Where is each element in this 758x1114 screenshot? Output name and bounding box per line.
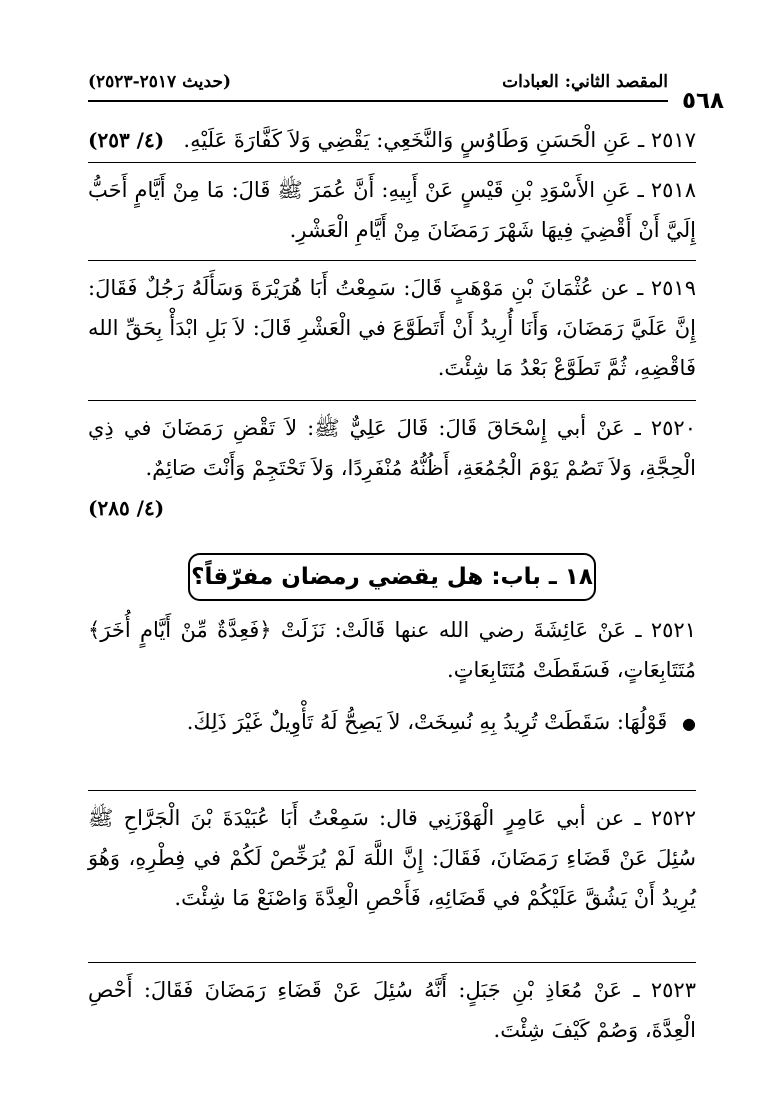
header-section-title: المقصد الثاني: العبادات bbox=[502, 72, 668, 92]
hadith-2523-text: ٢٥٢٣ ـ عَنْ مُعَاذِ بْنِ جَبَلٍ: أَنَّهُ سُئِلَ عَنْ قَضَاءِ رَمَضَانَ فَقَالَ: أَحْصِ الْعِدَّةَ، وَصُمْ كَيْفَ شِئْتَ. bbox=[88, 978, 696, 1042]
hadith-2522-text: ٢٥٢٢ ـ عن أبي عَامِرٍ الْهَوْزَنِي قال: سَمِعْتُ أَبَا عُبَيْدَةَ بْنَ الْجَرَّاحِ ﷺ سُئِلَ عَنْ قَضَاءِ رَمَضَانَ، فَقَالَ: إِنَّ اللَّهَ لَمْ يُرَخِّصْ لَكُمْ في فِطْرِهِ، وَهُوَ يُرِيدُ أَنْ يَشُقَّ عَلَيْكُمْ في قَضَائِهِ، فَأَحْصِ الْعِدَّةَ وَاصْنَعْ مَا شِئْتَ. bbox=[88, 806, 696, 910]
separator-rule bbox=[88, 400, 696, 401]
hadith-2518 bbox=[88, 170, 696, 250]
header-hadith-range: (حديث ٢٥١٧-٢٥٢٣) bbox=[88, 72, 231, 92]
chapter-heading: ١٨ ـ باب: هل يقضي رمضان مفرّقاً؟ bbox=[188, 553, 596, 601]
commentary-note-text: قَوْلُهَا: سَقَطَتْ تُرِيدُ بِهِ نُسِخَتْ، لاَ يَصِحُّ لَهُ تَأْوِيلٌ غَيْرَ ذَلِكَ. bbox=[186, 710, 668, 734]
hadith-2519-text: ٢٥١٩ ـ عن عُثْمَانَ بْنِ مَوْهَبٍ قَالَ: سَمِعْتُ أَبَا هُرَيْرَةَ وَسَأَلَهُ رَجُلٌ فَقَالَ: إِنَّ عَلَيَّ رَمَضَانَ، وَأَنَا أُرِيدُ أَنْ أَتَطَوَّعَ في الْعَشْرِ قَالَ: لاَ بَلِ ابْدَأْ بِحَقِّ الله فَاقْضِهِ، ثُمَّ تَطَوَّعْ بَعْدُ مَا شِئْتَ. bbox=[88, 276, 696, 380]
separator-rule bbox=[88, 962, 696, 963]
hadith-2517-reference: (٤/ ٢٥٣) bbox=[88, 128, 165, 152]
hadith-2523 bbox=[88, 970, 696, 1050]
commentary-note bbox=[88, 702, 696, 744]
hadith-2521 bbox=[88, 610, 696, 690]
separator-rule bbox=[88, 260, 696, 261]
hadith-2521-text: ٢٥٢١ ـ عَنْ عَائِشَةَ رضي الله عنها قَالَتْ: نَزَلَتْ ﴿فَعِدَّةٌ مِّنْ أَيَّامٍ أُخَرَ﴾ مُتَتَابِعَاتٍ، فَسَقَطَتْ مُتَتَابِعَاتٍ. bbox=[88, 618, 696, 682]
separator-rule bbox=[88, 790, 696, 791]
hadith-2519 bbox=[88, 268, 696, 388]
separator-rule bbox=[88, 162, 696, 163]
bullet-icon: ● bbox=[682, 714, 696, 733]
page-number: ٥٦٨ bbox=[681, 88, 725, 114]
hadith-2520-text: ٢٥٢٠ ـ عَنْ أبي إِسْحَاقَ قَالَ: قَالَ عَلِيٌّ ﷺ: لاَ تَقْضِ رَمَضَانَ في ذِي الْحِجَّةِ، وَلاَ تَصُمْ يَوْمَ الْجُمُعَةِ، أَظُنُّهُ مُنْفَرِدًا، وَلاَ تَحْتَجِمْ وَأَنْتَ صَائِمٌ. bbox=[88, 416, 696, 480]
hadith-2517-text: ٢٥١٧ ـ عَنِ الْحَسَنِ وَطَاوُسٍ وَالنَّخَعِي: يَقْضِي وَلاَ كَفَّارَةَ عَلَيْهِ. bbox=[183, 128, 696, 152]
hadith-2522 bbox=[88, 798, 696, 918]
hadith-2520-reference: (٤/ ٢٨٥) bbox=[88, 496, 165, 520]
hadith-2518-text: ٢٥١٨ ـ عَنِ الأَسْوَدِ بْنِ قَيْسٍ عَنْ أَبِيهِ: أَنَّ عُمَرَ ﷺ قَالَ: مَا مِنْ أَيَّامٍ أَحَبُّ إِلَيَّ أَنْ أَقْضِيَ فِيهَا شَهْرَ رَمَضَانَ مِنْ أَيَّامِ الْعَشْرِ. bbox=[88, 178, 696, 242]
running-header bbox=[88, 72, 668, 102]
hadith-2520 bbox=[88, 408, 696, 528]
hadith-2517 bbox=[88, 120, 696, 160]
